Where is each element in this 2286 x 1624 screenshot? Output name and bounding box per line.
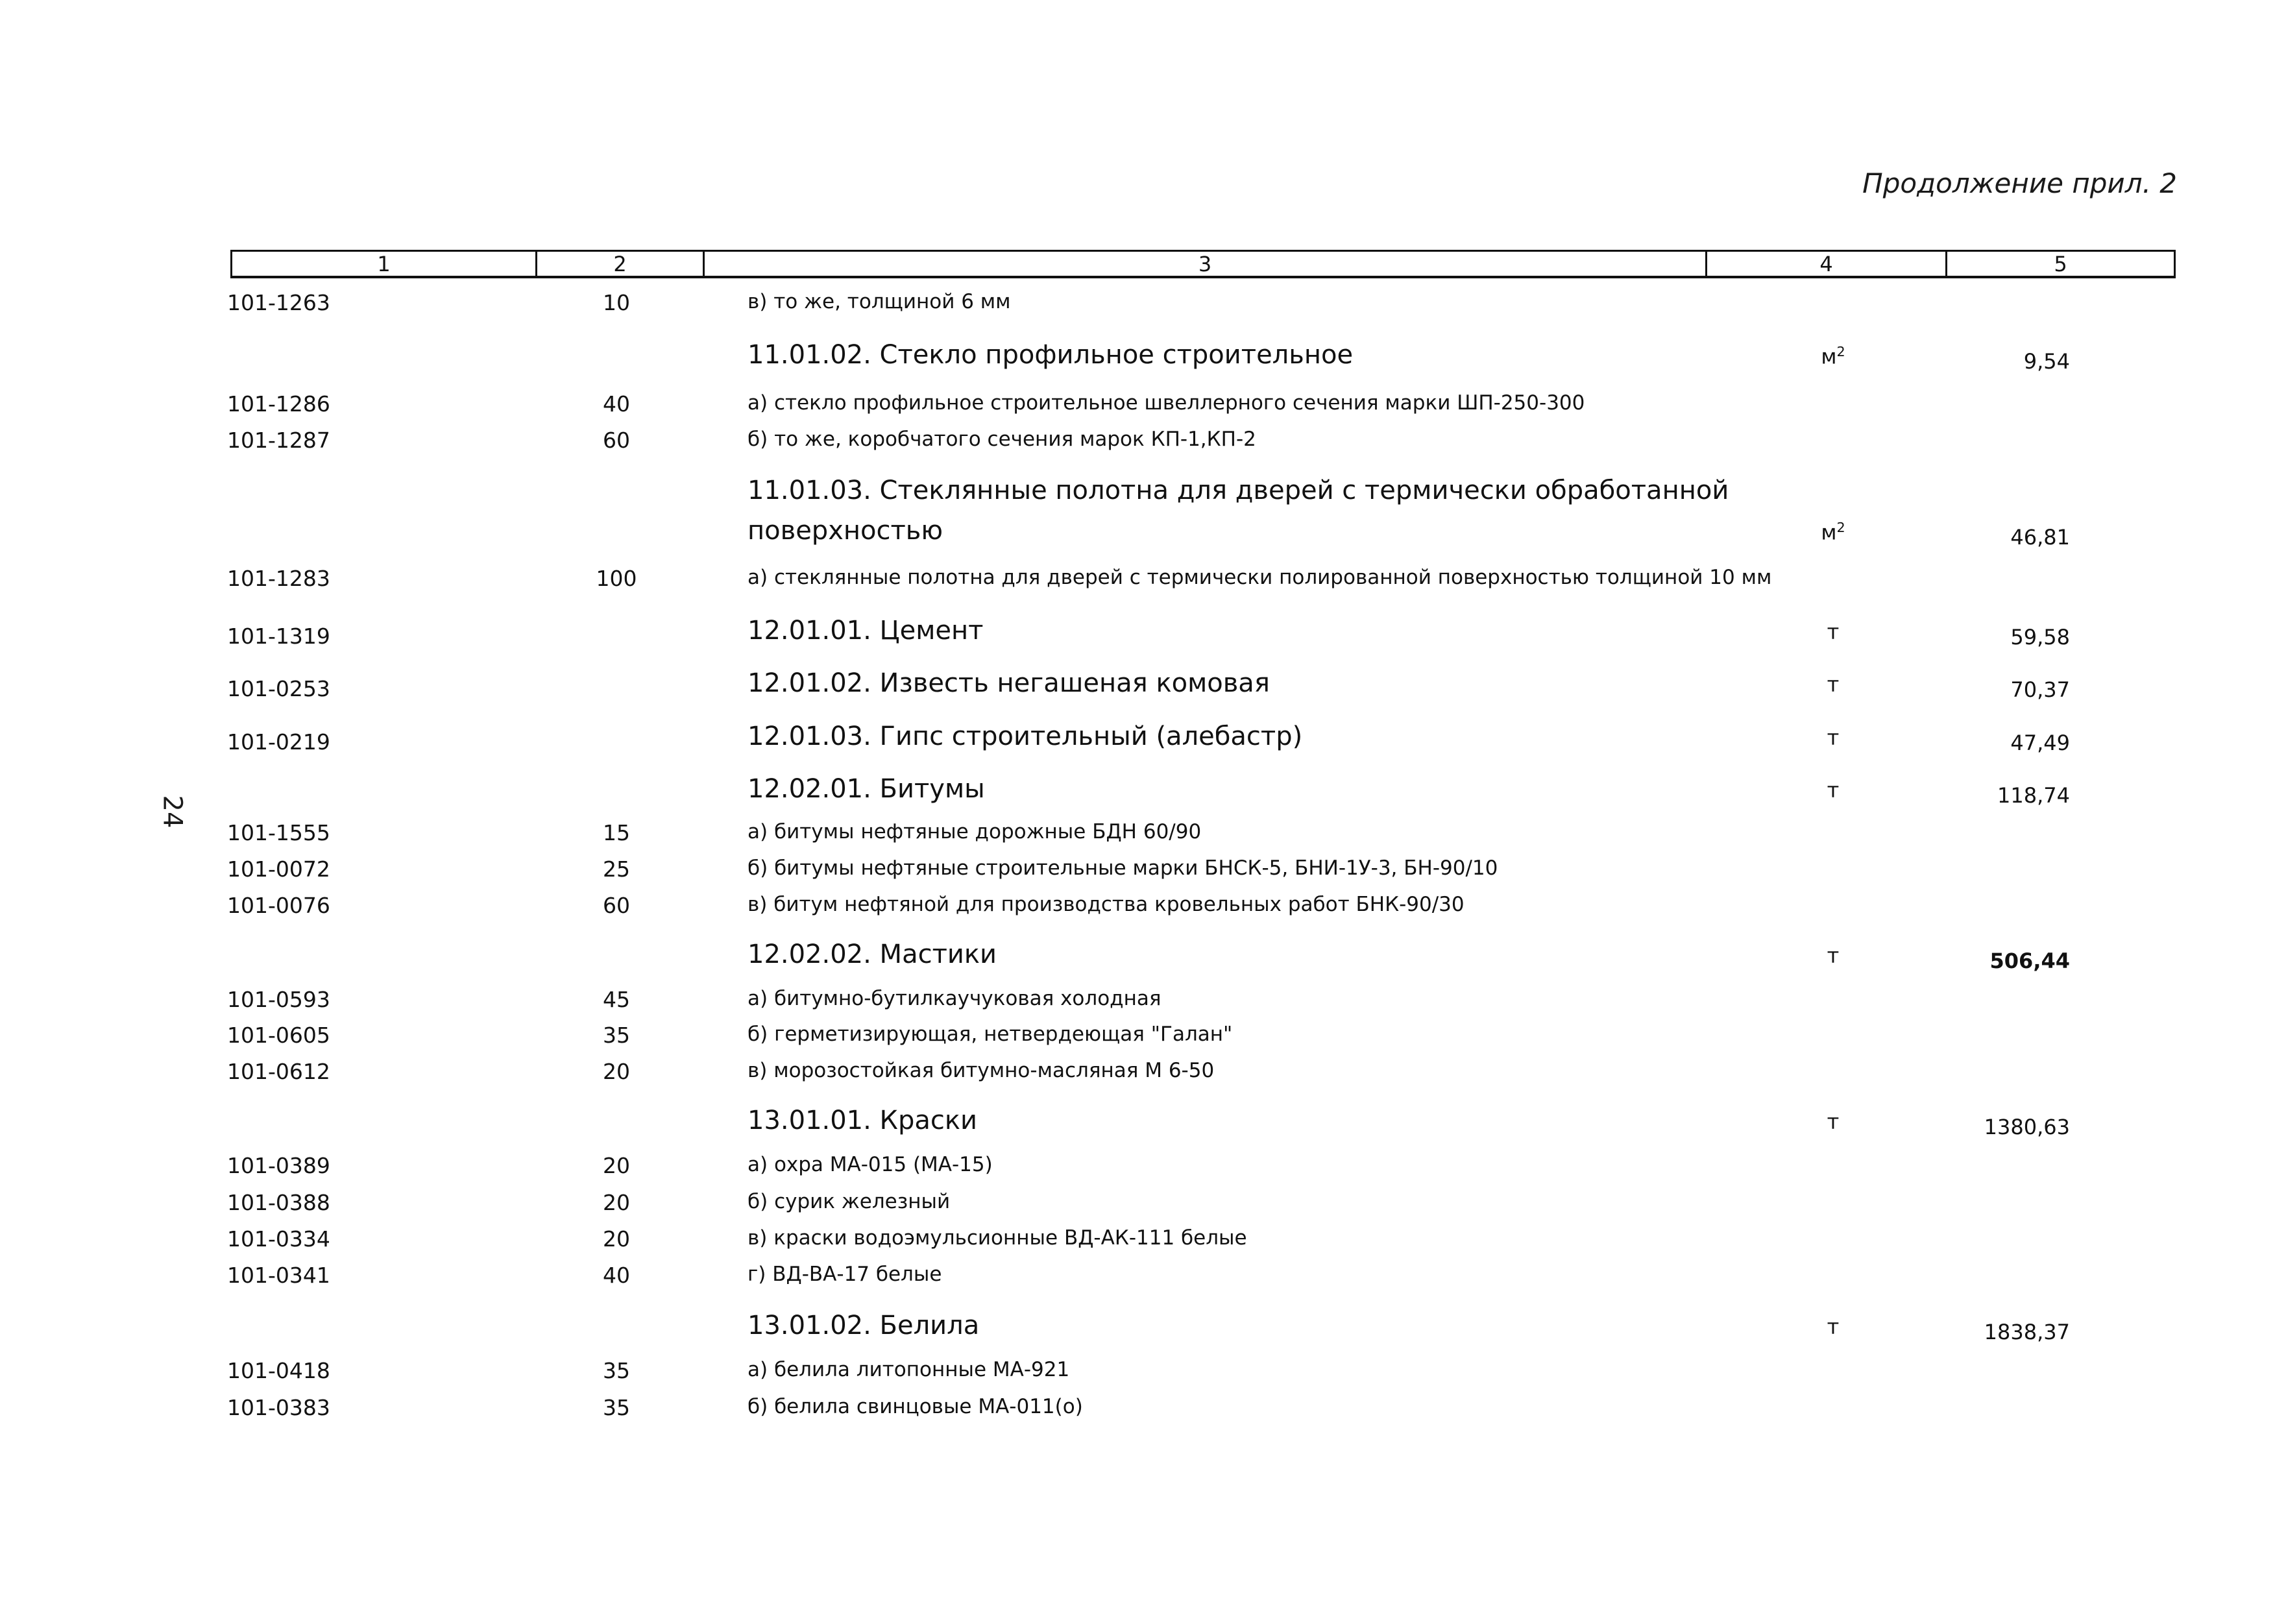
material-code: 101-0612: [227, 1059, 330, 1084]
item-description: б) белила свинцовые МА-011(о): [748, 1395, 1083, 1418]
price-value: 59,58: [2010, 625, 2070, 649]
section-title: 13.01.02. Белила: [748, 1311, 980, 1340]
material-code: 101-1286: [227, 391, 330, 417]
percent-value: 100: [596, 566, 637, 591]
percent-value: 40: [603, 391, 630, 417]
percent-value: 40: [603, 1263, 630, 1288]
price-value: 118,74: [1997, 783, 2070, 808]
unit: $м^2$: [1821, 520, 1845, 545]
item-description: а) битумно-бутилкаучуковая холодная: [748, 987, 1161, 1010]
material-code: 101-0388: [227, 1190, 330, 1215]
item-description: в) краски водоэмульсионные ВД-АК-111 белые: [748, 1226, 1247, 1250]
material-code: 101-0219: [227, 729, 330, 755]
material-code: 101-0418: [227, 1358, 330, 1383]
unit: т: [1827, 778, 1840, 803]
material-code: 101-0605: [227, 1023, 330, 1048]
material-code: 101-1287: [227, 428, 330, 453]
material-code: 101-1263: [227, 290, 330, 315]
unit: т: [1827, 1315, 1840, 1339]
percent-value: 35: [603, 1395, 630, 1420]
section-title: 12.02.02. Мастики: [748, 939, 997, 969]
continuation-label: Продолжение прил. 2: [1862, 167, 2177, 199]
header-col-5: 5: [2054, 252, 2067, 276]
percent-value: 45: [603, 987, 630, 1012]
unit-exponent: 2: [1836, 520, 1845, 535]
header-col-3: 3: [705, 252, 1707, 276]
percent-value: 25: [603, 856, 630, 882]
material-code: 101-1555: [227, 820, 330, 845]
table-header: [230, 250, 2176, 278]
unit: т: [1827, 620, 1840, 644]
material-code: 101-0341: [227, 1263, 330, 1288]
material-code: 101-0072: [227, 856, 330, 882]
item-description: в) битум нефтяной для производства кровельных работ БНК-90/30: [748, 893, 1465, 916]
section-title: 11.01.02. Стекло профильное строительное: [748, 340, 1354, 370]
section-title-cont: поверхностью: [748, 516, 943, 546]
percent-value: 10: [603, 290, 630, 315]
section-title: 12.02.01. Битумы: [748, 774, 985, 804]
section-title: 12.01.02. Известь негашеная комовая: [748, 668, 1270, 698]
unit: $м^2$: [1821, 344, 1845, 369]
material-code: 101-0076: [227, 893, 330, 918]
item-description: а) битумы нефтяные дорожные БДН 60/90: [748, 820, 1202, 843]
unit: т: [1827, 672, 1840, 697]
item-description: г) ВД-ВА-17 белые: [748, 1263, 942, 1286]
percent-value: 60: [603, 428, 630, 453]
percent-value: 60: [603, 893, 630, 918]
percent-value: 20: [603, 1226, 630, 1252]
unit: т: [1827, 725, 1840, 750]
header-col-2: 2: [537, 252, 705, 276]
unit-exponent: 2: [1836, 344, 1845, 359]
item-description: б) битумы нефтяные строительные марки БНСК-5, БНИ-1У-3, БН-90/10: [748, 856, 1498, 880]
material-code: 101-0253: [227, 676, 330, 701]
percent-value: 20: [603, 1153, 630, 1178]
price-value: 70,37: [2010, 677, 2070, 702]
unit: т: [1827, 1109, 1840, 1134]
header-col-1: 1: [232, 252, 537, 276]
section-title: 13.01.01. Краски: [748, 1106, 978, 1135]
percent-value: 35: [603, 1358, 630, 1383]
section-title: 12.01.03. Гипс строительный (алебастр): [748, 721, 1303, 751]
page-number: 24: [157, 795, 188, 829]
item-description: а) охра МА-015 (МА-15): [748, 1153, 993, 1176]
price-value: 46,81: [2010, 525, 2070, 550]
price-value: 506,44: [1989, 949, 2070, 973]
percent-value: 20: [603, 1059, 630, 1084]
material-code: 101-0383: [227, 1395, 330, 1420]
item-description: б) то же, коробчатого сечения марок КП-1,КП-2: [748, 428, 1256, 451]
item-description: а) белила литопонные МА-921: [748, 1358, 1070, 1381]
item-description: б) герметизирующая, нетвердеющая "Галан": [748, 1023, 1233, 1046]
material-code: 101-0593: [227, 987, 330, 1012]
item-description: а) стекло профильное строительное швеллерного сечения марки ШП-250-300: [748, 391, 1585, 415]
percent-value: 20: [603, 1190, 630, 1215]
section-title: 11.01.03. Стеклянные полотна для дверей с термически обработанной: [748, 476, 1729, 505]
item-description: б) сурик железный: [748, 1190, 951, 1213]
item-description: а) стеклянные полотна для дверей с термически полированной поверхностью толщиной 10 мм: [748, 566, 1772, 589]
material-code: 101-1319: [227, 624, 330, 649]
material-code: 101-0389: [227, 1153, 330, 1178]
item-description: в) морозостойкая битумно-масляная М 6-50: [748, 1059, 1215, 1082]
percent-value: 15: [603, 820, 630, 845]
percent-value: 35: [603, 1023, 630, 1048]
unit: т: [1827, 943, 1840, 968]
price-value: 1380,63: [1984, 1115, 2070, 1139]
header-col-4: 4: [1707, 252, 1947, 276]
price-value: 9,54: [2023, 349, 2070, 374]
item-description: в) то же, толщиной 6 мм: [748, 290, 1011, 313]
price-value: 1838,37: [1984, 1320, 2070, 1344]
material-code: 101-1283: [227, 566, 330, 591]
section-title: 12.01.01. Цемент: [748, 616, 984, 646]
price-value: 47,49: [2010, 731, 2070, 755]
material-code: 101-0334: [227, 1226, 330, 1252]
